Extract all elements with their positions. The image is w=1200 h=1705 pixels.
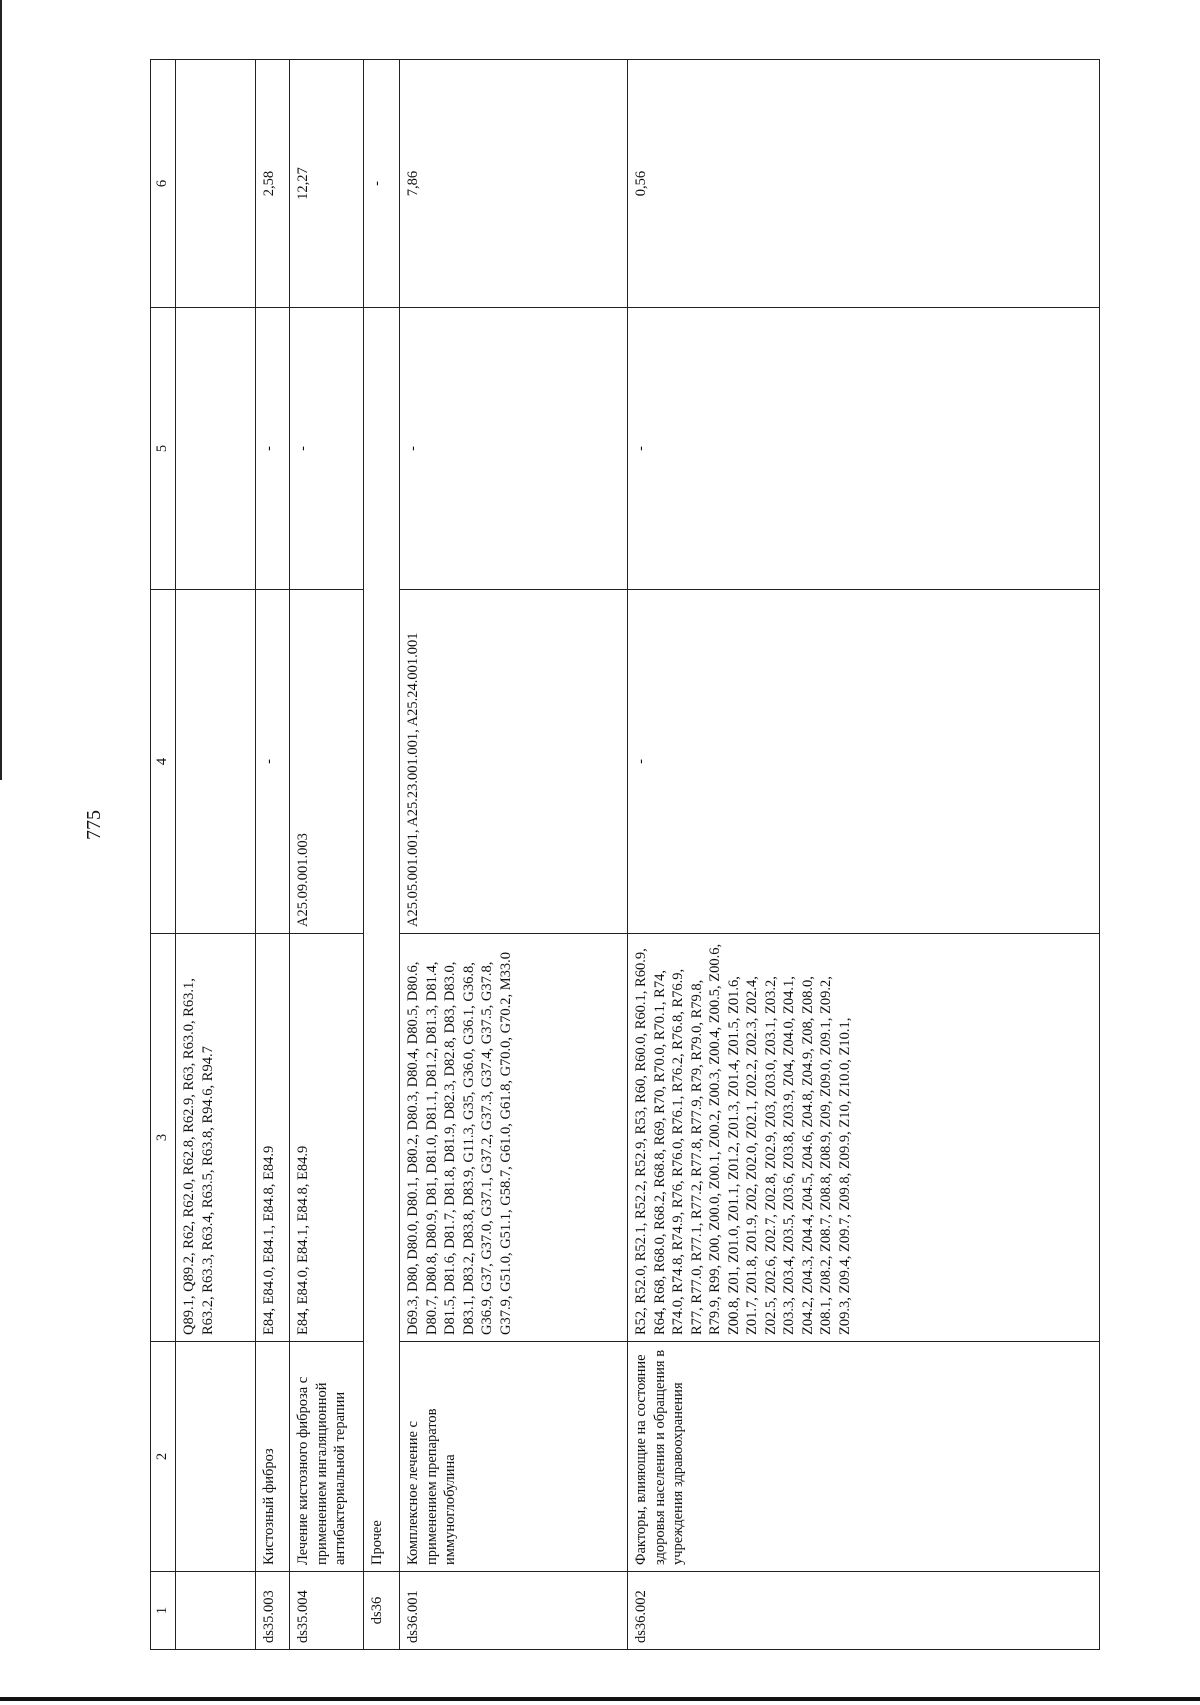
table-row — [256, 60, 290, 1650]
page-number: 775 — [83, 810, 105, 840]
row-icd-codes: E84, E84.0, E84.1, E84.8, E84.9 — [290, 934, 364, 1342]
row-coefficient: 12,27 — [290, 60, 364, 308]
table-row-group — [364, 60, 400, 1650]
row-services: - — [256, 590, 290, 934]
row-name: Лечение кистозного фиброза с применением ингаляционной антибактериальной терапии — [290, 1342, 364, 1572]
table-row — [176, 60, 256, 1650]
page-edge-left — [0, 0, 2, 780]
row-extra: - — [256, 308, 290, 590]
row-services: A25.05.001.001, A25.23.001.001, A25.24.001.001 — [400, 590, 628, 934]
row-code: ds36.001 — [400, 1572, 628, 1650]
row-name — [176, 1342, 256, 1572]
row-services — [176, 590, 256, 934]
header-cell: 4 — [151, 590, 176, 934]
rotated-table-container — [150, 60, 1100, 1650]
table-row — [290, 60, 364, 1650]
row-extra — [176, 308, 256, 590]
header-cell: 3 — [151, 934, 176, 1342]
tariff-table — [150, 59, 1100, 1650]
row-coefficient — [176, 60, 256, 308]
row-code: ds36.002 — [628, 1572, 1100, 1650]
page-edge-bottom — [0, 1697, 1200, 1701]
row-name: Кистозный фиброз — [256, 1342, 290, 1572]
row-coefficient: 2,58 — [256, 60, 290, 308]
row-name: Комплексное лечение с применением препаратов иммуноглобулина — [400, 1342, 628, 1572]
header-cell: 6 — [151, 60, 176, 308]
table-row — [400, 60, 628, 1650]
header-cell: 2 — [151, 1342, 176, 1572]
row-services: - — [628, 590, 1100, 934]
row-icd-codes: R52, R52.0, R52.1, R52.2, R52.9, R53, R60, R60.0, R60.1, R60.9, R64, R68, R68.0, R68.2, R68.8, R69, R70, R70.0, R70.1, R74, R74.0, R74.8, R74.9, R76, R76.0, R76.1, R76.2, R76.8, R76.9, R77, R77.0, R77.1, R77.2, R77.8, R77.9, R79, R79.0, R79.8, R79.9, R99, Z00, Z00.0, Z00.1, Z00.2, Z00.3, Z00.4, Z00.5, Z00.6, Z00.8, Z01, Z01.0, Z01.1, Z01.2, Z01.3, Z01.4, Z01.5, Z01.6, Z01.7, Z01.8, Z01.9, Z02, Z02.0, Z02.1, Z02.2, Z02.3, Z02.4, Z02.5, Z02.6, Z02.7, Z02.8, Z02.9, Z03, Z03.0, Z03.1, Z03.2, Z03.3, Z03.4, Z03.5, Z03.6, Z03.8, Z03.9, Z04, Z04.0, Z04.1, Z04.2, Z04.3, Z04.4, Z04.5, Z04.6, Z04.8, Z04.9, Z08, Z08.0, Z08.1, Z08.2, Z08.7, Z08.8, Z08.9, Z09, Z09.0, Z09.1, Z09.2, Z09.3, Z09.4, Z09.7, Z09.8, Z09.9, Z10, Z10.0, Z10.1, — [628, 934, 1100, 1342]
row-group-name: Прочее — [364, 308, 400, 1572]
row-coefficient: 0,56 — [628, 60, 1100, 308]
row-code — [176, 1572, 256, 1650]
row-code: ds35.003 — [256, 1572, 290, 1650]
row-code: ds36 — [364, 1572, 400, 1650]
row-services: A25.09.001.003 — [290, 590, 364, 934]
row-icd-codes: Q89.1, Q89.2, R62, R62.0, R62.8, R62.9, R63, R63.0, R63.1, R63.2, R63.3, R63.4, R63.5, R63.8, R94.6, R94.7 — [176, 934, 256, 1342]
row-coefficient: 7,86 — [400, 60, 628, 308]
row-name: Факторы, влияющие на состояние здоровья населения и обращения в учреждения здравоохранения — [628, 1342, 1100, 1572]
row-icd-codes: D69.3, D80, D80.0, D80.1, D80.2, D80.3, D80.4, D80.5, D80.6, D80.7, D80.8, D80.9, D81, D81.0, D81.1, D81.2, D81.3, D81.4, D81.5, D81.6, D81.7, D81.8, D81.9, D82.3, D82.8, D83, D83.0, D83.1, D83.2, D83.8, D83.9, G11.3, G35, G36.0, G36.1, G36.8, G36.9, G37, G37.0, G37.1, G37.2, G37.3, G37.4, G37.5, G37.8, G37.9, G51.0, G51.1, G58.7, G61.0, G61.8, G70.0, G70.2, M33.0 — [400, 934, 628, 1342]
row-icd-codes: E84, E84.0, E84.1, E84.8, E84.9 — [256, 934, 290, 1342]
header-cell: 5 — [151, 308, 176, 590]
row-extra: - — [400, 308, 628, 590]
table-header-row — [151, 60, 176, 1650]
row-code: ds35.004 — [290, 1572, 364, 1650]
table-row — [628, 60, 1100, 1650]
row-extra: - — [628, 308, 1100, 590]
row-coefficient: - — [364, 60, 400, 308]
row-extra: - — [290, 308, 364, 590]
header-cell: 1 — [151, 1572, 176, 1650]
